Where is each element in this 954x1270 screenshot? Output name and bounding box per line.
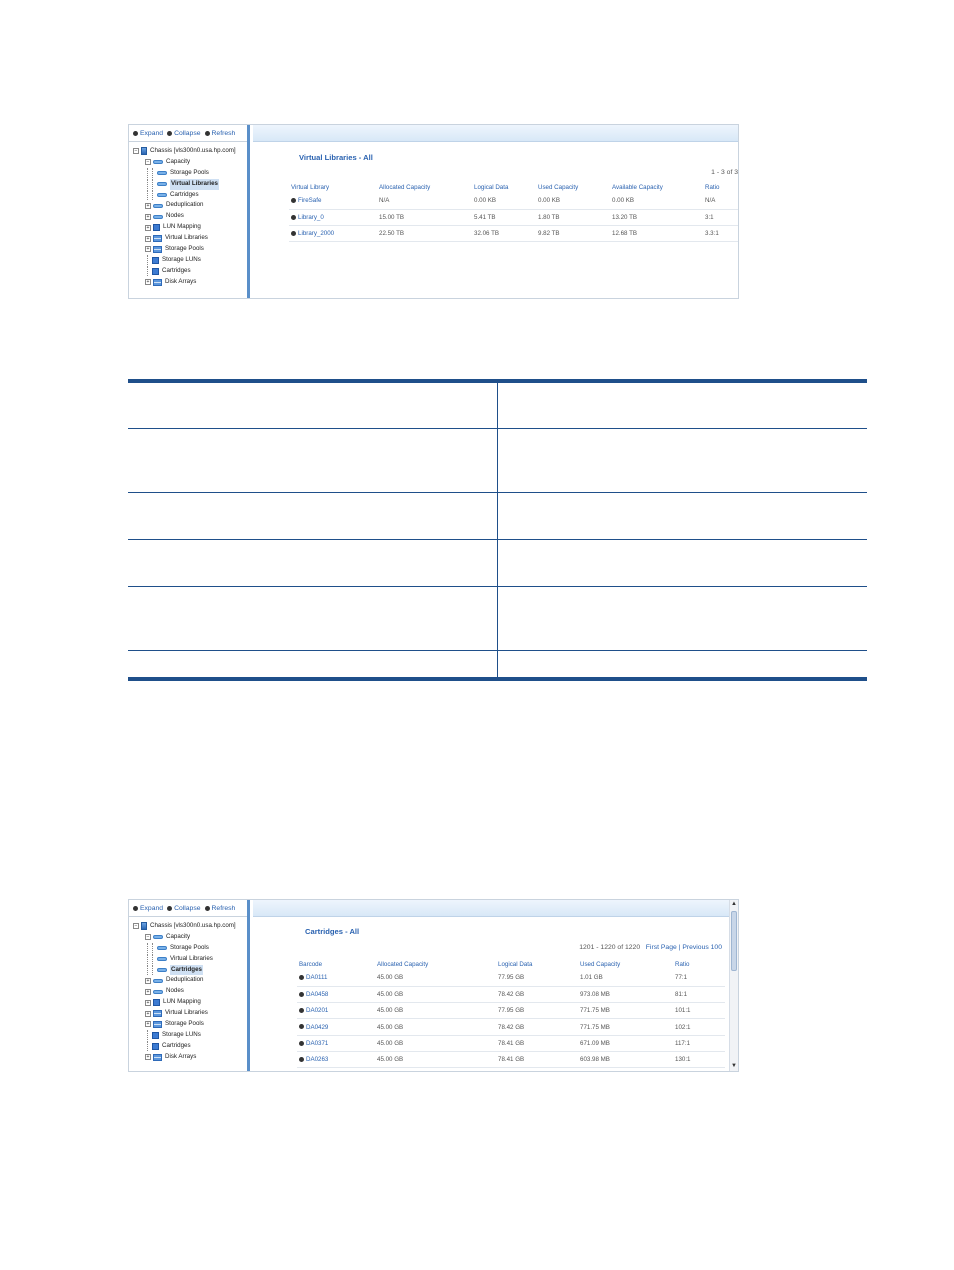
table-cell: 12.68 TB [610, 226, 703, 242]
cartridges-table [297, 958, 725, 1068]
tree-item-capacity[interactable]: − Capacity [146, 932, 191, 941]
library-link[interactable]: FireSafe [289, 193, 377, 209]
collapse-button[interactable]: Collapse [167, 130, 200, 137]
scrollbar-thumb[interactable] [731, 911, 737, 971]
expand-toggle-icon[interactable]: + [146, 988, 150, 995]
expand-row-icon[interactable] [299, 992, 304, 997]
tree-item-cartridges-capacity[interactable]: Cartridges [129, 965, 247, 976]
page-title: Virtual Libraries - All [299, 153, 373, 162]
expand-toggle-icon[interactable]: + [146, 224, 150, 231]
tree-item-capacity[interactable]: − Capacity [146, 157, 191, 166]
table-cell: 3.3:1 [703, 226, 739, 242]
table-cell [128, 492, 497, 539]
table-cell: 32.06 TB [472, 226, 536, 242]
table-row [289, 193, 739, 209]
previous-100-link[interactable]: Previous 100 [682, 944, 722, 951]
table-cell: 77.95 GB [496, 1003, 578, 1019]
virtual-library-icon [157, 182, 167, 186]
column-header[interactable]: Virtual Library [291, 183, 330, 191]
tree-item-deduplication[interactable]: + Deduplication [146, 201, 204, 209]
library-link[interactable]: Library_2000 [289, 226, 377, 242]
refresh-button[interactable]: Refresh [205, 130, 236, 137]
table-cell: 78.41 GB [496, 1035, 578, 1051]
content-pane [253, 900, 738, 1071]
deduplication-icon [153, 204, 163, 208]
expand-toggle-icon[interactable]: + [146, 279, 150, 286]
table-cell: 77:1 [673, 970, 725, 986]
tree-item-cartridges[interactable]: Cartridges [129, 1041, 247, 1052]
expand-toggle-icon[interactable]: + [146, 235, 150, 242]
column-header[interactable]: Allocated Capacity [377, 960, 429, 968]
table-cell: 9.82 TB [536, 226, 610, 242]
pager [579, 944, 722, 951]
storage-pool-icon [153, 1021, 162, 1028]
table-cell [497, 650, 867, 677]
content-header-bar [253, 125, 738, 142]
vertical-scrollbar[interactable] [729, 900, 738, 1071]
tree-item-cartridges-capacity[interactable]: Cartridges [129, 190, 247, 201]
table-cell: 78.41 GB [496, 1051, 578, 1067]
tree-item-chassis[interactable]: − Chassis [vls300n0.usa.hp.com] [134, 922, 236, 930]
disk-array-icon [153, 1054, 162, 1061]
table-cell: 15.00 TB [377, 209, 472, 225]
refresh-icon [205, 131, 210, 136]
chassis-icon [141, 147, 147, 155]
table-row [128, 650, 867, 677]
column-header[interactable]: Ratio [705, 183, 720, 191]
collapse-toggle-icon[interactable]: − [146, 159, 150, 166]
column-header[interactable]: Available Capacity [612, 183, 663, 191]
empty-ruled-table [128, 379, 867, 681]
collapse-button[interactable]: Collapse [167, 905, 200, 912]
expand-toggle-icon[interactable]: + [146, 1021, 150, 1028]
content-pane [253, 125, 738, 298]
table-row [289, 209, 739, 225]
nodes-icon [153, 215, 163, 219]
table-cell: 0.00 KB [610, 193, 703, 209]
expand-toggle-icon[interactable]: + [146, 246, 150, 253]
capacity-icon [153, 935, 163, 939]
tree-item-nodes[interactable]: + Nodes [146, 987, 184, 995]
table-row [297, 1003, 725, 1019]
table-cell: 3:1 [703, 209, 739, 225]
virtual-libraries-screenshot [128, 124, 739, 299]
table-row [128, 428, 867, 492]
nav-toolbar [129, 125, 247, 142]
table-cell: 117:1 [673, 1035, 725, 1051]
table-cell [497, 492, 867, 539]
tree-item-storage-luns[interactable]: Storage LUNs [129, 1030, 247, 1041]
table-cell: 5.41 TB [472, 209, 536, 225]
chassis-icon [141, 922, 147, 930]
table-cell: 13.20 TB [610, 209, 703, 225]
refresh-icon [205, 906, 210, 911]
library-icon [153, 235, 162, 242]
barcode-link[interactable]: DA0111 [297, 970, 375, 986]
expand-toggle-icon[interactable]: + [146, 1054, 150, 1061]
table-cell: 78.42 GB [496, 986, 578, 1002]
cartridge-icon [152, 268, 159, 275]
nodes-icon [153, 990, 163, 994]
table-row [128, 539, 867, 586]
table-cell [128, 586, 497, 650]
table-cell: 45.00 GB [375, 986, 496, 1002]
expand-toggle-icon[interactable]: + [146, 999, 150, 1006]
column-header[interactable]: Ratio [675, 960, 690, 968]
table-cell: 22.50 TB [377, 226, 472, 242]
table-cell: 130:1 [673, 1051, 725, 1067]
cartridge-icon [152, 1043, 159, 1050]
pager-separator: | [678, 944, 681, 951]
expand-toggle-icon[interactable]: + [146, 213, 150, 220]
capacity-icon [153, 160, 163, 164]
storage-lun-icon [152, 1032, 159, 1039]
table-cell [128, 428, 497, 492]
scroll-down-arrow-icon[interactable]: ▼ [731, 1063, 737, 1069]
virtual-library-icon [157, 957, 167, 961]
refresh-button[interactable]: Refresh [205, 905, 236, 912]
tree-item-virtual-libraries-capacity[interactable]: Virtual Libraries [129, 179, 247, 190]
collapse-icon [167, 906, 172, 911]
column-header[interactable]: Logical Data [498, 960, 533, 968]
table-cell [497, 539, 867, 586]
expand-toggle-icon[interactable]: + [146, 977, 150, 984]
table-cell: N/A [377, 193, 472, 209]
table-cell: N/A [703, 193, 739, 209]
pager-range: 1201 - 1220 of 1220 [579, 944, 641, 951]
expand-row-icon[interactable] [299, 1024, 304, 1029]
cartridges-screenshot [128, 899, 739, 1072]
table-row [128, 492, 867, 539]
tree-item-lun-mapping[interactable]: + LUN Mapping [146, 223, 201, 231]
expand-toggle-icon[interactable]: + [146, 202, 150, 209]
table-cell: 77.95 GB [496, 970, 578, 986]
expand-button[interactable]: Expand [133, 130, 163, 137]
tree-item-virtual-libraries-capacity[interactable]: Virtual Libraries [129, 954, 247, 965]
library-link[interactable]: Library_0 [289, 209, 377, 225]
table-row [297, 986, 725, 1002]
table-cell: 603.98 MB [578, 1051, 673, 1067]
table-row [289, 226, 739, 242]
library-icon [153, 1010, 162, 1017]
scroll-up-arrow-icon[interactable]: ▲ [731, 901, 737, 907]
table-cell: 771.75 MB [578, 1019, 673, 1035]
table-cell: 102:1 [673, 1019, 725, 1035]
pager-text: 1 - 3 of 3 [711, 169, 738, 176]
column-header[interactable]: Logical Data [474, 183, 509, 191]
expand-row-icon[interactable] [291, 198, 296, 203]
column-header[interactable]: Allocated Capacity [379, 183, 431, 191]
column-header[interactable]: Used Capacity [580, 960, 621, 968]
barcode-link[interactable]: DA0263 [297, 1051, 375, 1067]
column-header[interactable]: Barcode [299, 960, 323, 968]
tree-item-storage-luns[interactable]: Storage LUNs [129, 255, 247, 266]
first-page-link[interactable]: First Page [645, 944, 677, 951]
tree-item-storage-pools-root[interactable]: + Storage Pools [146, 245, 204, 253]
table-cell: 973.08 MB [578, 986, 673, 1002]
lun-mapping-icon [153, 999, 160, 1006]
tree-item-virtual-libraries[interactable]: + Virtual Libraries [146, 234, 208, 242]
barcode-link[interactable]: DA0201 [297, 1003, 375, 1019]
table-header-row [297, 958, 725, 970]
collapse-toggle-icon[interactable]: − [146, 934, 150, 941]
storage-pool-icon [153, 246, 162, 253]
table-cell: 1.80 TB [536, 209, 610, 225]
column-header[interactable]: Used Capacity [538, 183, 579, 191]
tree-item-nodes[interactable]: + Nodes [146, 212, 184, 220]
table-cell [497, 383, 867, 428]
content-header-bar [253, 900, 738, 917]
tree-item-virtual-libraries[interactable]: + Virtual Libraries [146, 1009, 208, 1017]
tree-item-chassis[interactable]: − Chassis [vls300n0.usa.hp.com] [134, 147, 236, 155]
table-cell [128, 539, 497, 586]
storage-pool-icon [157, 171, 167, 175]
virtual-libraries-table [289, 181, 739, 242]
table-cell: 45.00 GB [375, 1019, 496, 1035]
table-cell: 0.00 KB [536, 193, 610, 209]
table-row [297, 1051, 725, 1067]
tree-item-storage-pools[interactable]: Storage Pools [129, 943, 247, 954]
collapse-icon [167, 131, 172, 136]
expand-toggle-icon[interactable]: + [146, 1010, 150, 1017]
barcode-link[interactable]: DA0371 [297, 1035, 375, 1051]
tree-item-disk-arrays[interactable]: + Disk Arrays [146, 277, 197, 286]
table-cell [128, 383, 497, 428]
expand-row-icon[interactable] [299, 1057, 304, 1062]
table-cell: 771.75 MB [578, 1003, 673, 1019]
storage-pool-icon [157, 946, 167, 950]
disk-array-icon [153, 279, 162, 286]
expand-icon [133, 131, 138, 136]
table-row [128, 383, 867, 428]
table-cell: 81:1 [673, 986, 725, 1002]
table-row [297, 1035, 725, 1051]
barcode-link[interactable]: DA0429 [297, 1019, 375, 1035]
tree-item-storage-pools[interactable]: Storage Pools [129, 168, 247, 179]
tree-item-disk-arrays[interactable]: + Disk Arrays [146, 1052, 197, 1061]
expand-button[interactable]: Expand [133, 905, 163, 912]
tree-item-deduplication[interactable]: + Deduplication [146, 976, 204, 984]
deduplication-icon [153, 979, 163, 983]
table-cell [128, 650, 497, 677]
expand-row-icon[interactable] [291, 231, 296, 236]
table-cell: 45.00 GB [375, 1035, 496, 1051]
table-cell: 45.00 GB [375, 1003, 496, 1019]
expand-icon [133, 906, 138, 911]
table-cell [497, 428, 867, 492]
tree-item-cartridges[interactable]: Cartridges [129, 266, 247, 277]
table-row [297, 970, 725, 986]
expand-row-icon[interactable] [299, 1008, 304, 1013]
navigation-pane [129, 125, 250, 298]
table-cell [497, 586, 867, 650]
table-cell: 1.01 GB [578, 970, 673, 986]
expand-row-icon[interactable] [299, 1041, 304, 1046]
cartridge-icon [157, 193, 167, 197]
table-cell: 45.00 GB [375, 970, 496, 986]
expand-row-icon[interactable] [299, 975, 304, 980]
table-cell: 101:1 [673, 1003, 725, 1019]
storage-lun-icon [152, 257, 159, 264]
barcode-link[interactable]: DA0458 [297, 986, 375, 1002]
navigation-tree [129, 917, 247, 1063]
table-cell: 671.09 MB [578, 1035, 673, 1051]
tree-item-lun-mapping[interactable]: + LUN Mapping [146, 998, 201, 1006]
table-row [128, 586, 867, 650]
table-cell: 45.00 GB [375, 1051, 496, 1067]
table-cell: 0.00 KB [472, 193, 536, 209]
nav-toolbar [129, 900, 247, 917]
table-header-row [289, 181, 739, 193]
cartridge-icon [157, 968, 167, 972]
collapse-toggle-icon[interactable]: − [134, 923, 138, 930]
table-cell: 78.42 GB [496, 1019, 578, 1035]
expand-row-icon[interactable] [291, 215, 296, 220]
table-row [297, 1019, 725, 1035]
collapse-toggle-icon[interactable]: − [134, 148, 138, 155]
navigation-tree [129, 142, 247, 288]
page-title: Cartridges - All [305, 927, 360, 936]
lun-mapping-icon [153, 224, 160, 231]
tree-item-storage-pools-root[interactable]: + Storage Pools [146, 1020, 204, 1028]
navigation-pane [129, 900, 250, 1071]
